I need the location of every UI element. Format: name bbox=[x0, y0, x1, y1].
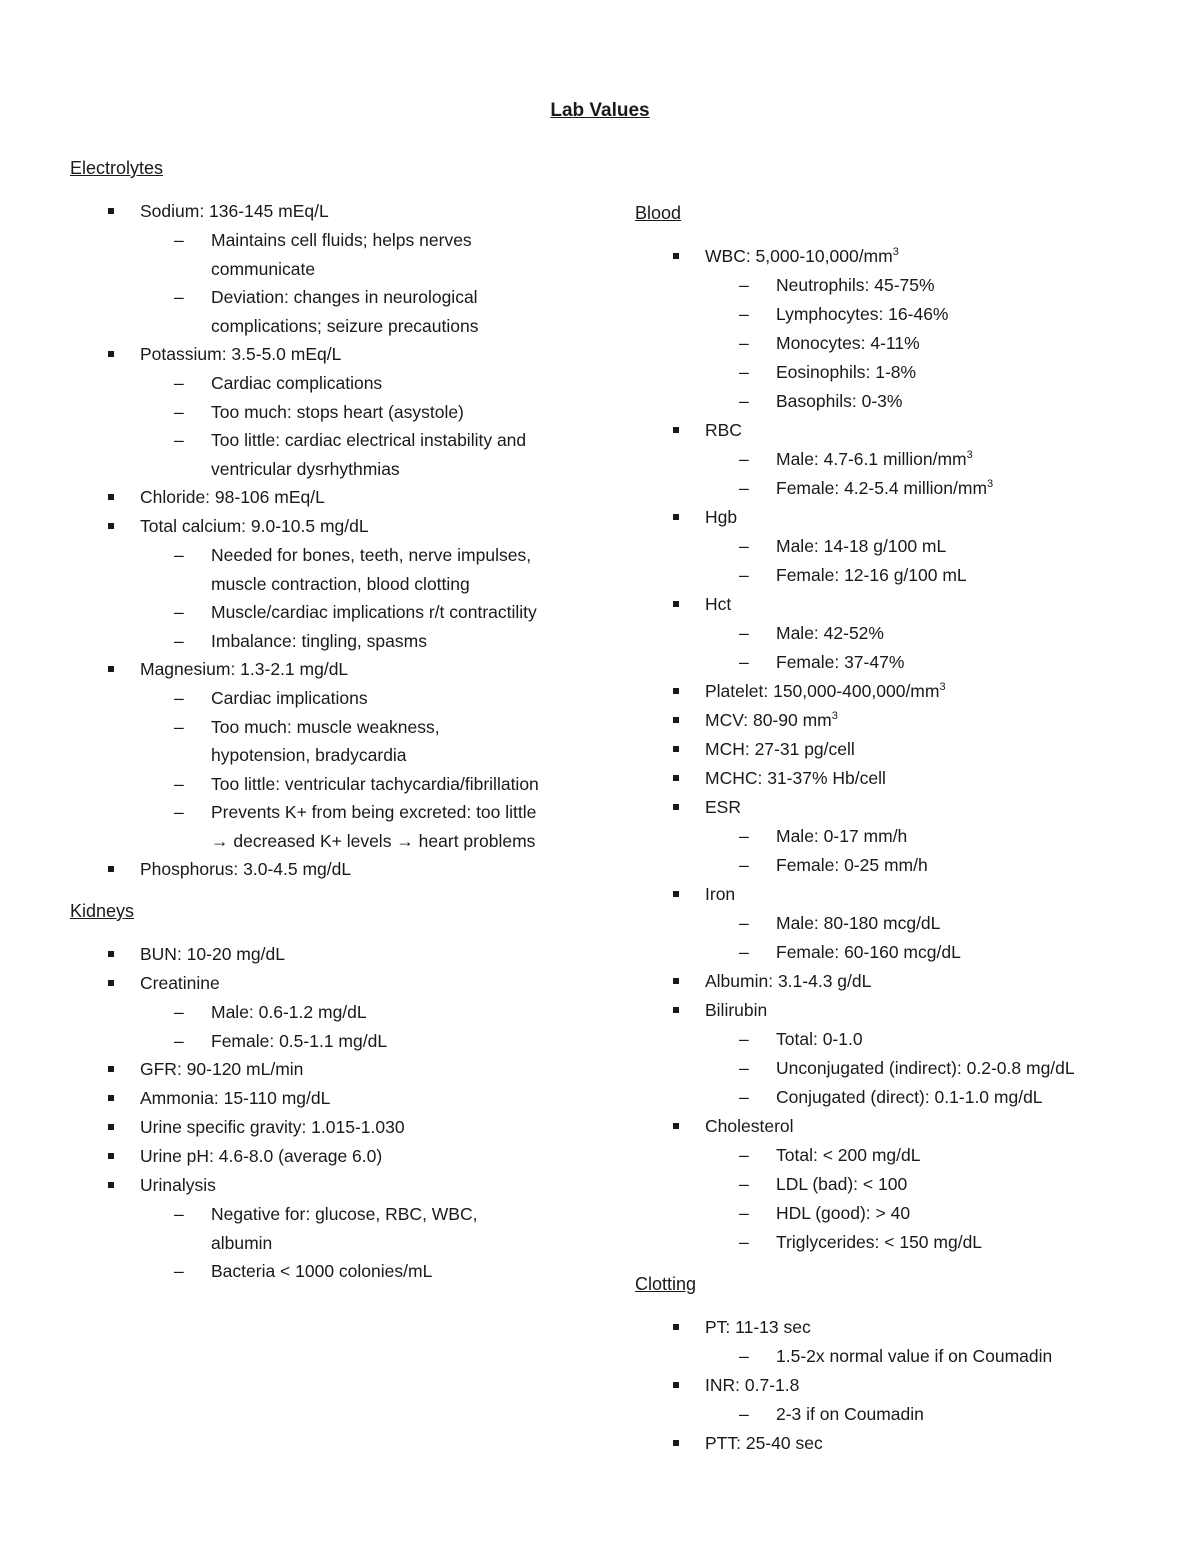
sub-list-item bbox=[140, 684, 541, 713]
list-item bbox=[635, 996, 1155, 1112]
list-item bbox=[70, 1084, 570, 1113]
sub-list bbox=[705, 619, 1155, 677]
list-item bbox=[70, 969, 570, 1055]
square-bullet-icon bbox=[108, 866, 114, 872]
dash-bullet: – bbox=[174, 773, 184, 794]
list-item bbox=[70, 1055, 570, 1084]
list-item bbox=[635, 503, 1155, 590]
section bbox=[635, 200, 1155, 1257]
bullet-list bbox=[70, 197, 570, 884]
left-column bbox=[70, 155, 570, 1286]
sub-list-item bbox=[705, 1400, 1155, 1429]
item-text: MCHC: 31-37% Hb/cell bbox=[705, 768, 886, 788]
item-text: Sodium: 136-145 mEq/L bbox=[140, 201, 329, 221]
item-text: Urinalysis bbox=[140, 1175, 216, 1195]
dash-bullet: – bbox=[174, 630, 184, 651]
square-bullet-icon bbox=[673, 1440, 679, 1446]
sub-list bbox=[705, 271, 1155, 416]
sub-item-text: Female: 0.5-1.1 mg/dL bbox=[211, 1030, 388, 1051]
item-text: MCH: 27-31 pg/cell bbox=[705, 739, 855, 759]
section-heading: Clotting bbox=[635, 1274, 697, 1294]
square-bullet-icon bbox=[673, 775, 679, 781]
dash-bullet: – bbox=[739, 652, 749, 672]
sub-list bbox=[705, 822, 1155, 880]
item-text: GFR: 90-120 mL/min bbox=[140, 1059, 304, 1079]
square-bullet-icon bbox=[108, 351, 114, 357]
dash-bullet: – bbox=[174, 802, 184, 822]
section-heading: Blood bbox=[635, 203, 682, 223]
list-item bbox=[70, 655, 570, 855]
list-item bbox=[635, 793, 1155, 880]
sub-list-item bbox=[705, 387, 1155, 416]
square-bullet-icon bbox=[108, 208, 114, 214]
dash-bullet: – bbox=[174, 230, 184, 250]
sub-item-text: Monocytes: 4-11% bbox=[776, 333, 920, 353]
dash-bullet: – bbox=[739, 1232, 749, 1252]
sub-list-item bbox=[705, 938, 1155, 967]
sub-item-text: Conjugated (direct): 0.1-1.0 mg/dL bbox=[776, 1087, 1043, 1107]
sub-list bbox=[140, 226, 570, 340]
dash-bullet: – bbox=[174, 1002, 184, 1022]
item-text: Creatinine bbox=[140, 973, 220, 993]
sub-list-item bbox=[140, 713, 541, 770]
sub-item-text: Too little: ventricular tachycardia/fibrillation bbox=[211, 773, 539, 794]
sub-item-text: Needed for bones, teeth, nerve impulses, muscle contraction, blood clotting bbox=[211, 545, 532, 594]
list-item bbox=[635, 967, 1155, 996]
sub-item-text: Total: < 200 mg/dL bbox=[776, 1145, 921, 1165]
right-column bbox=[635, 200, 1155, 1458]
section bbox=[635, 1271, 1155, 1458]
square-bullet-icon bbox=[673, 717, 679, 723]
sub-list-item bbox=[705, 561, 1155, 590]
sub-item-text: Eosinophils: 1-8% bbox=[776, 362, 917, 382]
square-bullet-icon bbox=[108, 1066, 114, 1072]
sub-item-text: 1.5-2x normal value if on Coumadin bbox=[776, 1346, 1053, 1366]
sub-item-text: Deviation: changes in neurological complications; seizure precautions bbox=[211, 287, 479, 336]
dash-bullet: – bbox=[739, 942, 749, 962]
square-bullet-icon bbox=[673, 891, 679, 897]
dash-bullet: – bbox=[739, 1029, 749, 1049]
item-text: WBC: 5,000-10,000/mm bbox=[705, 246, 893, 266]
sub-item-text: Too much: stops heart (asystole) bbox=[211, 401, 464, 422]
dash-bullet: – bbox=[174, 430, 184, 450]
dash-bullet: – bbox=[174, 545, 184, 565]
dash-bullet: – bbox=[739, 1203, 749, 1223]
sub-item-text: LDL (bad): < 100 bbox=[776, 1174, 908, 1194]
dash-bullet: – bbox=[174, 287, 184, 307]
sub-item-text: Cardiac complications bbox=[211, 373, 383, 393]
item-text: Potassium: 3.5-5.0 mEq/L bbox=[140, 344, 342, 364]
item-text: Cholesterol bbox=[705, 1116, 794, 1136]
sub-list bbox=[140, 541, 570, 655]
sub-item-text: Cardiac implications bbox=[211, 688, 368, 708]
sub-item-text: Unconjugated (indirect): 0.2-0.8 mg/dL bbox=[776, 1058, 1075, 1078]
bullet-list bbox=[635, 1313, 1155, 1458]
item-text: PT: 11-13 sec bbox=[705, 1317, 811, 1337]
sub-list-item bbox=[705, 822, 1155, 851]
sub-list bbox=[705, 445, 1155, 503]
sub-list-item bbox=[705, 300, 1155, 329]
square-bullet-icon bbox=[108, 1153, 114, 1159]
item-text: Urine pH: 4.6-8.0 (average 6.0) bbox=[140, 1146, 383, 1166]
sub-list-item bbox=[140, 798, 541, 855]
square-bullet-icon bbox=[673, 514, 679, 520]
sub-item-text: Female: 0-25 mm/h bbox=[776, 855, 928, 875]
sub-item-text: Male: 0-17 mm/h bbox=[776, 826, 908, 846]
sub-list-item bbox=[705, 648, 1155, 677]
sub-item-text: Lymphocytes: 16-46% bbox=[776, 304, 949, 324]
dash-bullet: – bbox=[739, 623, 749, 643]
sub-item-text: 2-3 if on Coumadin bbox=[776, 1404, 924, 1424]
sub-list-item bbox=[705, 1170, 1155, 1199]
sub-item-text: Triglycerides: < 150 mg/dL bbox=[776, 1232, 983, 1252]
item-text: Ammonia: 15-110 mg/dL bbox=[140, 1088, 331, 1108]
item-text: Bilirubin bbox=[705, 1000, 768, 1020]
sub-list bbox=[705, 1025, 1155, 1112]
square-bullet-icon bbox=[673, 804, 679, 810]
square-bullet-icon bbox=[108, 1124, 114, 1130]
sub-item-text: Male: 14-18 g/100 mL bbox=[776, 536, 947, 556]
square-bullet-icon bbox=[673, 746, 679, 752]
list-item bbox=[635, 1429, 1155, 1458]
dash-bullet: – bbox=[739, 391, 749, 411]
list-item bbox=[635, 880, 1155, 967]
sub-list-item bbox=[705, 474, 1155, 503]
dash-bullet: – bbox=[739, 275, 749, 295]
section bbox=[70, 898, 570, 1286]
superscript: 3 bbox=[892, 246, 899, 259]
sub-list-item bbox=[705, 1025, 1155, 1054]
sub-list-item bbox=[140, 369, 541, 398]
bullet-list bbox=[70, 940, 570, 1286]
section bbox=[70, 155, 570, 884]
sub-item-text: Female: 60-160 mcg/dL bbox=[776, 942, 961, 962]
square-bullet-icon bbox=[673, 688, 679, 694]
sub-list-item bbox=[705, 619, 1155, 648]
sub-item-text: Male: 42-52% bbox=[776, 623, 884, 643]
square-bullet-icon bbox=[108, 666, 114, 672]
sub-list-item bbox=[705, 1083, 1155, 1112]
page-title: Lab Values bbox=[550, 100, 650, 121]
sub-list-item bbox=[140, 1257, 541, 1286]
sub-list-item bbox=[705, 851, 1155, 880]
square-bullet-icon bbox=[673, 427, 679, 433]
superscript: 3 bbox=[831, 710, 838, 723]
superscript: 3 bbox=[939, 681, 946, 694]
sub-list-item bbox=[140, 426, 541, 483]
square-bullet-icon bbox=[673, 978, 679, 984]
list-item bbox=[70, 512, 570, 655]
sub-item-text: Female: 12-16 g/100 mL bbox=[776, 565, 967, 585]
sub-item-text: Negative for: glucose, RBC, WBC, albumin bbox=[211, 1204, 478, 1253]
sub-list-item bbox=[705, 271, 1155, 300]
dash-bullet: – bbox=[174, 688, 184, 708]
dash-bullet: – bbox=[174, 716, 184, 737]
item-text: Female: 4.2-5.4 million/mm bbox=[776, 478, 988, 498]
sub-item-text: Maintains cell fluids; helps nerves communicate bbox=[211, 230, 472, 279]
sub-item-text: Total: 0-1.0 bbox=[776, 1029, 863, 1049]
item-text: BUN: 10-20 mg/dL bbox=[140, 944, 285, 964]
item-text: PTT: 25-40 sec bbox=[705, 1433, 823, 1453]
sub-item-text: Prevents K+ from being excreted: too little → decreased K+ levels → heart problems bbox=[211, 802, 537, 851]
sub-list bbox=[140, 1200, 570, 1286]
square-bullet-icon bbox=[108, 980, 114, 986]
section-heading: Kidneys bbox=[70, 901, 135, 921]
sub-list bbox=[705, 1400, 1155, 1429]
sub-item-text: HDL (good): > 40 bbox=[776, 1203, 911, 1223]
dash-bullet: – bbox=[739, 1174, 749, 1194]
list-item bbox=[635, 677, 1155, 706]
dash-bullet: – bbox=[174, 1261, 184, 1281]
sub-list-item bbox=[705, 445, 1155, 474]
item-text: Phosphorus: 3.0-4.5 mg/dL bbox=[140, 859, 352, 879]
square-bullet-icon bbox=[108, 951, 114, 957]
list-item bbox=[635, 590, 1155, 677]
sub-list-item bbox=[140, 226, 541, 283]
sub-list-item bbox=[140, 627, 541, 656]
section-heading: Electrolytes bbox=[70, 158, 164, 178]
sub-list-item bbox=[140, 770, 541, 799]
square-bullet-icon bbox=[673, 1324, 679, 1330]
item-text: Hgb bbox=[705, 507, 738, 527]
sub-list-item bbox=[140, 998, 541, 1027]
sub-list-item bbox=[140, 1027, 541, 1056]
item-text: RBC bbox=[705, 420, 742, 440]
sub-list-item bbox=[705, 1199, 1155, 1228]
list-item bbox=[635, 242, 1155, 416]
item-text: Chloride: 98-106 mEq/L bbox=[140, 487, 325, 507]
sub-item-text: Male: 0.6-1.2 mg/dL bbox=[211, 1002, 367, 1022]
dash-bullet: – bbox=[174, 401, 184, 422]
list-item bbox=[635, 706, 1155, 735]
item-text: MCV: 80-90 mm bbox=[705, 710, 832, 730]
sub-list-item bbox=[140, 1200, 541, 1257]
sub-list-item bbox=[140, 541, 541, 598]
square-bullet-icon bbox=[108, 1182, 114, 1188]
item-text: Albumin: 3.1-4.3 g/dL bbox=[705, 971, 872, 991]
square-bullet-icon bbox=[673, 1123, 679, 1129]
list-item bbox=[70, 940, 570, 969]
sub-list bbox=[705, 909, 1155, 967]
sub-item-text: Imbalance: tingling, spasms bbox=[211, 630, 427, 651]
superscript: 3 bbox=[966, 449, 973, 462]
dash-bullet: – bbox=[739, 449, 749, 469]
list-item bbox=[70, 340, 570, 483]
bullet-list bbox=[635, 242, 1155, 1257]
item-text: Hct bbox=[705, 594, 732, 614]
dash-bullet: – bbox=[739, 333, 749, 353]
sub-item-text: Too much: muscle weakness, hypotension, bradycardia bbox=[211, 716, 440, 765]
square-bullet-icon bbox=[108, 494, 114, 500]
dash-bullet: – bbox=[739, 913, 749, 933]
sub-item-text: Male: 80-180 mcg/dL bbox=[776, 913, 941, 933]
dash-bullet: – bbox=[174, 373, 184, 393]
dash-bullet: – bbox=[739, 1346, 749, 1366]
list-item bbox=[635, 764, 1155, 793]
sub-list-item bbox=[705, 532, 1155, 561]
list-item bbox=[635, 1371, 1155, 1429]
square-bullet-icon bbox=[673, 1382, 679, 1388]
square-bullet-icon bbox=[108, 1095, 114, 1101]
sub-list bbox=[140, 684, 570, 855]
dash-bullet: – bbox=[739, 304, 749, 324]
list-item bbox=[635, 735, 1155, 764]
item-text: Platelet: 150,000-400,000/mm bbox=[705, 681, 940, 701]
dash-bullet: – bbox=[739, 565, 749, 585]
item-text: Total calcium: 9.0-10.5 mg/dL bbox=[140, 516, 369, 536]
sub-item-text: Basophils: 0-3% bbox=[776, 391, 903, 411]
square-bullet-icon bbox=[108, 523, 114, 529]
sub-list bbox=[705, 1342, 1155, 1371]
list-item bbox=[635, 1313, 1155, 1371]
dash-bullet: – bbox=[174, 602, 184, 622]
item-text: Magnesium: 1.3-2.1 mg/dL bbox=[140, 659, 349, 679]
sub-list-item bbox=[705, 329, 1155, 358]
sub-item-text: Too little: cardiac electrical instability and ventricular dysrhythmias bbox=[211, 430, 527, 479]
list-item bbox=[70, 197, 570, 340]
list-item bbox=[70, 1142, 570, 1171]
sub-list-item bbox=[140, 598, 541, 627]
item-text: ESR bbox=[705, 797, 741, 817]
sub-list-item bbox=[705, 1228, 1155, 1257]
sub-list-item bbox=[705, 1054, 1155, 1083]
list-item bbox=[70, 1171, 570, 1286]
dash-bullet: – bbox=[174, 1030, 184, 1051]
sub-list bbox=[705, 532, 1155, 590]
sub-item-text: Bacteria < 1000 colonies/mL bbox=[211, 1261, 433, 1281]
sub-item-text: Muscle/cardiac implications r/t contractility bbox=[211, 602, 537, 622]
sub-list-item bbox=[140, 283, 541, 340]
item-text: INR: 0.7-1.8 bbox=[705, 1375, 800, 1395]
square-bullet-icon bbox=[673, 601, 679, 607]
dash-bullet: – bbox=[739, 1145, 749, 1165]
sub-list-item bbox=[705, 1141, 1155, 1170]
square-bullet-icon bbox=[673, 253, 679, 259]
sub-list bbox=[705, 1141, 1155, 1257]
square-bullet-icon bbox=[673, 1007, 679, 1013]
sub-list bbox=[140, 369, 570, 483]
list-item bbox=[70, 483, 570, 512]
dash-bullet: – bbox=[174, 1204, 184, 1224]
dash-bullet: – bbox=[739, 362, 749, 382]
sub-list bbox=[140, 998, 570, 1055]
sub-list-item bbox=[705, 1342, 1155, 1371]
superscript: 3 bbox=[987, 478, 994, 491]
dash-bullet: – bbox=[739, 1087, 749, 1107]
sub-item-text: Neutrophils: 45-75% bbox=[776, 275, 935, 295]
list-item bbox=[635, 1112, 1155, 1257]
dash-bullet: – bbox=[739, 1404, 749, 1424]
sub-list-item bbox=[705, 909, 1155, 938]
list-item bbox=[635, 416, 1155, 503]
dash-bullet: – bbox=[739, 1058, 749, 1078]
list-item bbox=[70, 1113, 570, 1142]
dash-bullet: – bbox=[739, 826, 749, 846]
dash-bullet: – bbox=[739, 478, 749, 498]
sub-item-text: Female: 37-47% bbox=[776, 652, 905, 672]
sub-list-item bbox=[140, 398, 541, 427]
list-item bbox=[70, 855, 570, 884]
item-text: Male: 4.7-6.1 million/mm bbox=[776, 449, 967, 469]
dash-bullet: – bbox=[739, 536, 749, 556]
sub-list-item bbox=[705, 358, 1155, 387]
item-text: Iron bbox=[705, 884, 736, 904]
item-text: Urine specific gravity: 1.015-1.030 bbox=[140, 1117, 405, 1137]
dash-bullet: – bbox=[739, 855, 749, 875]
